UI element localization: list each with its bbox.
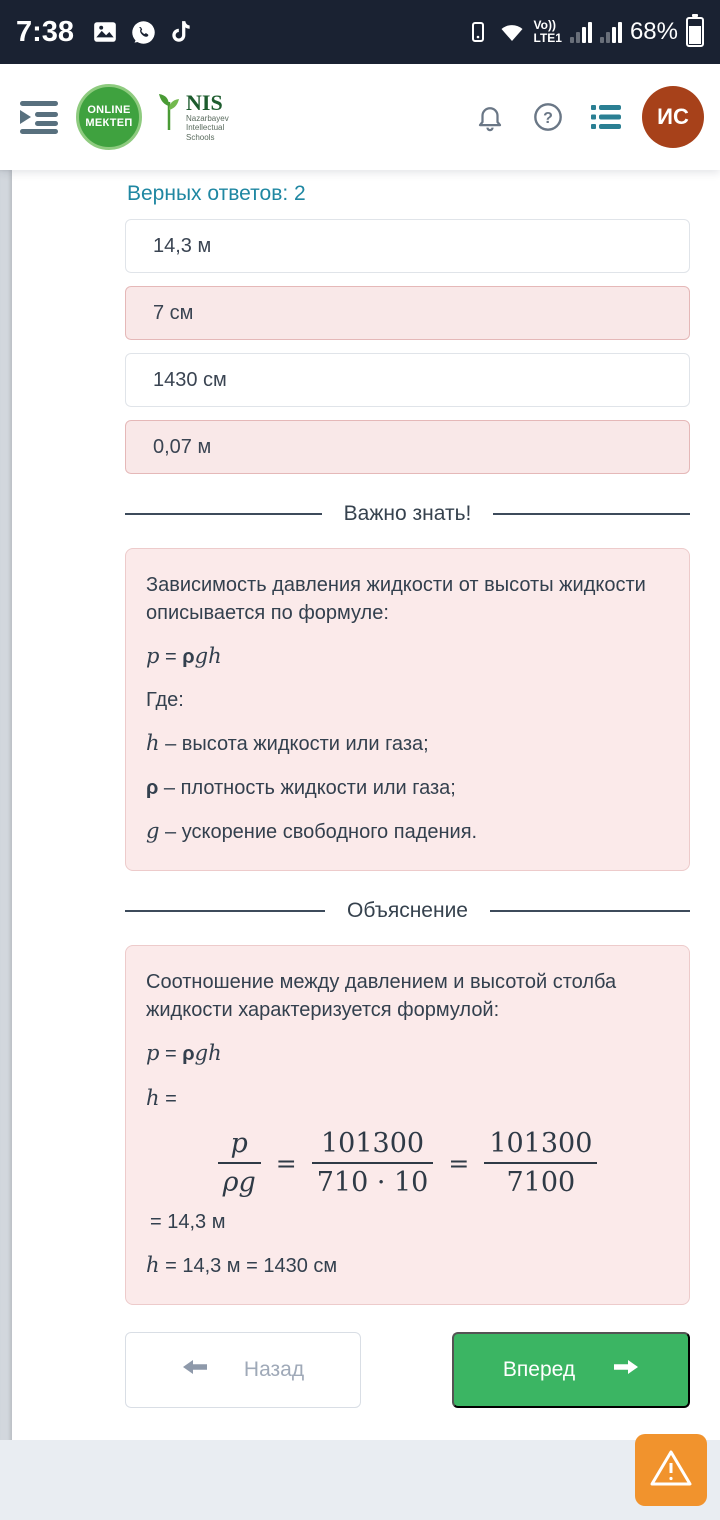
nis-logo xyxy=(156,89,229,143)
answer-option-label: 0,07 м xyxy=(153,435,212,458)
fraction-equation xyxy=(146,1128,669,1198)
important-section-title: Важно знать! xyxy=(343,502,472,525)
answer-option-4[interactable] xyxy=(125,420,690,474)
status-bar xyxy=(0,0,720,64)
divider-line xyxy=(490,910,690,912)
important-section-divider xyxy=(125,502,690,526)
gallery-icon xyxy=(92,19,118,45)
fraction-bar xyxy=(312,1162,434,1164)
answer-option-label: 14,3 м xyxy=(153,234,212,257)
sidebar-toggle-icon[interactable] xyxy=(16,97,62,137)
explanation-intro: Соотношение между давлением и высотой столба жидкости характеризуется формулой: xyxy=(146,971,617,1022)
online-mektep-logo-line1: ONLINE xyxy=(87,104,131,117)
volte-label: Vo)) xyxy=(533,18,556,33)
help-icon[interactable] xyxy=(526,95,570,139)
online-mektep-logo[interactable] xyxy=(76,84,142,150)
list-icon[interactable] xyxy=(584,95,628,139)
explanation-section-divider xyxy=(125,899,690,923)
alarm-icon xyxy=(466,20,490,44)
navigation-buttons xyxy=(125,1332,690,1408)
whatsapp-icon xyxy=(130,19,157,46)
fraction-bar xyxy=(484,1162,597,1164)
answer-option-3[interactable] xyxy=(125,353,690,407)
fraction-bar xyxy=(218,1162,261,1164)
next-button[interactable] xyxy=(452,1332,690,1408)
status-bar-left xyxy=(16,16,193,49)
important-info-box xyxy=(125,548,690,871)
correct-answers-label: Верных ответов: 2 xyxy=(127,182,306,205)
status-time: 7:38 xyxy=(16,15,75,48)
tiktok-icon xyxy=(169,19,193,45)
lesson-content xyxy=(0,170,720,1305)
wifi-icon xyxy=(498,21,526,43)
lte-label: LTE1 xyxy=(533,31,562,45)
back-button[interactable] xyxy=(125,1332,361,1408)
result-line: = 14,3 м xyxy=(150,1211,226,1234)
nis-sprout-icon xyxy=(156,92,182,132)
avatar[interactable]: ИС xyxy=(642,86,704,148)
important-intro: Зависимость давления жидкости от высоты жидкости описывается по формуле: xyxy=(146,574,646,624)
final-line: h = 14,3 м = 1430 см xyxy=(146,1253,338,1278)
divider-line xyxy=(125,513,322,515)
fraction-2: $\frac{101300}{710 \cdot 10}$ xyxy=(312,1128,434,1198)
next-button-label: Вперед xyxy=(502,1358,576,1381)
back-button-label: Назад xyxy=(243,1358,305,1381)
nis-logo-name: NIS xyxy=(186,89,223,115)
signal-icon xyxy=(570,21,592,43)
battery-icon xyxy=(686,17,704,47)
nis-logo-sub3: Schools xyxy=(186,132,215,142)
explanation-info-box xyxy=(125,945,690,1305)
nis-logo-sub2: Intellectual xyxy=(186,123,225,133)
divider-line xyxy=(125,910,325,912)
footer-bar xyxy=(0,1440,720,1520)
warning-triangle-icon xyxy=(649,1448,693,1493)
svg-text:?: ? xyxy=(543,110,553,127)
online-mektep-logo-line2: МЕКТЕП xyxy=(85,117,133,129)
explanation-section-title: Объяснение xyxy=(347,899,468,923)
divider-line xyxy=(493,513,690,515)
definition-h: h – высота жидкости или газа; xyxy=(146,731,429,756)
where-label: Где: xyxy=(146,689,184,712)
fraction-3: $\frac{101300}{7100}$ xyxy=(484,1128,597,1198)
definition-g: g – ускорение свободного падения. xyxy=(146,818,478,843)
app-header xyxy=(0,64,720,170)
arrow-right-icon xyxy=(613,1357,639,1383)
equals-sign: = xyxy=(448,1148,470,1178)
h-equals-line: h = xyxy=(146,1085,177,1110)
equals-sign: = xyxy=(275,1148,297,1178)
pressure-formula: p = ρgh xyxy=(146,644,222,668)
answer-option-2[interactable] xyxy=(125,286,690,340)
definition-rho: ρ – плотность жидкости или газа; xyxy=(146,776,456,799)
battery-percent-label: 68% xyxy=(629,18,678,45)
fraction-1: $\frac{p}{\rho g}$ xyxy=(218,1128,261,1198)
signal-icon-2 xyxy=(600,21,622,43)
arrow-left-icon xyxy=(182,1357,208,1383)
nis-logo-sub1: Nazarbayev xyxy=(186,113,229,123)
answer-option-label: 1430 см xyxy=(153,368,227,391)
pressure-formula: p = ρgh xyxy=(146,1041,222,1066)
network-type-label xyxy=(534,19,562,44)
answer-option-label: 7 см xyxy=(153,301,194,324)
answer-option-1[interactable] xyxy=(125,219,690,273)
report-problem-button[interactable] xyxy=(635,1434,707,1506)
notifications-bell-icon[interactable] xyxy=(468,95,512,139)
status-bar-right xyxy=(466,17,705,47)
